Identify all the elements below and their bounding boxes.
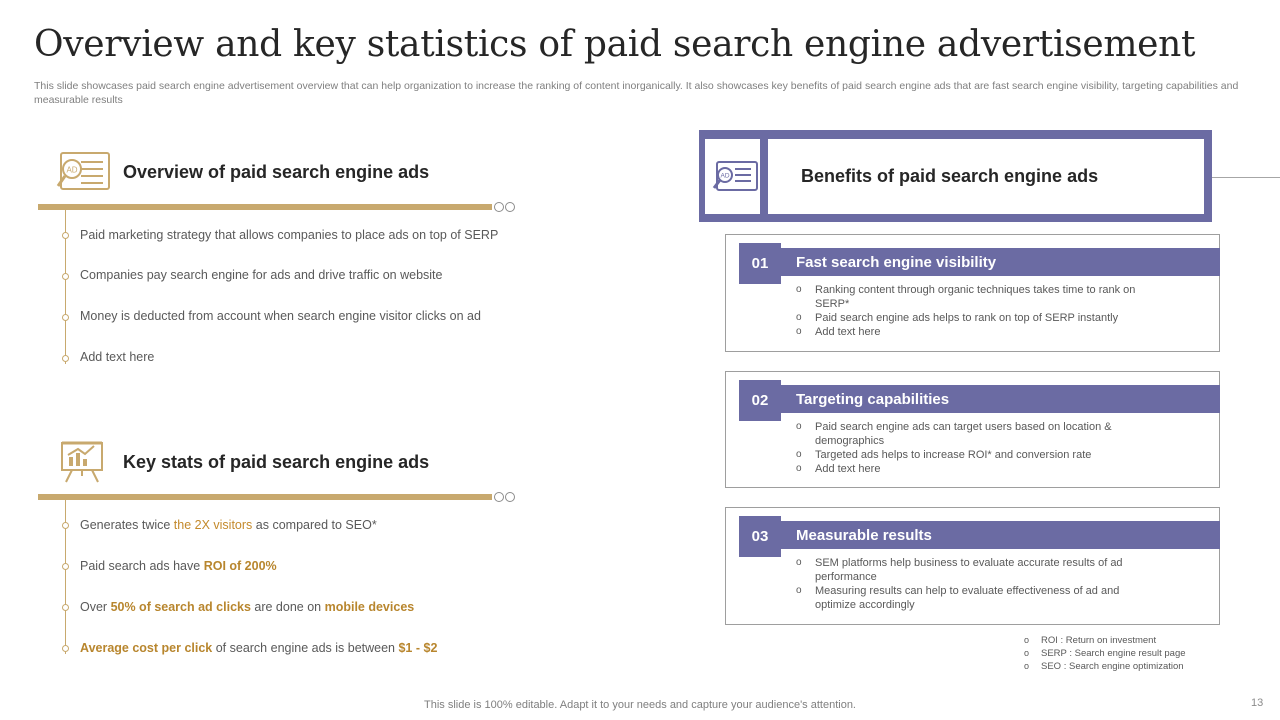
stats-item: Average cost per click of search engine ads is between $1 - $2 — [80, 641, 438, 655]
card-bullet: o Add text here — [796, 462, 1156, 476]
timeline-dot — [62, 314, 69, 321]
svg-text:AD: AD — [720, 172, 730, 180]
overview-divider — [38, 204, 492, 210]
stats-heading: Key stats of paid search engine ads — [123, 452, 430, 472]
ad-search-icon — [705, 139, 760, 214]
benefits-connector-line — [1212, 177, 1280, 178]
overview-item: Companies pay search engine for ads and drive traffic on website — [80, 268, 443, 282]
ad-document-icon — [55, 152, 111, 197]
card-bullet: o Paid search engine ads helps to rank on top of SERP instantly — [796, 311, 1156, 325]
card-title-band — [781, 521, 1220, 549]
overview-item: Paid marketing strategy that allows companies to place ads on top of SERP — [80, 228, 499, 242]
card-title-band — [781, 248, 1220, 276]
timeline-dot — [62, 522, 69, 529]
card-bullets — [796, 283, 1156, 339]
stats-divider — [38, 494, 492, 500]
timeline-dot — [62, 232, 69, 239]
card-title: Fast search engine visibility — [796, 254, 997, 271]
stats-item: Generates twice the 2X visitors as compared to SEO* — [80, 518, 377, 532]
benefits-icon-box — [705, 139, 760, 214]
overview-item: Add text here — [80, 350, 155, 364]
abbreviation-item: o SERP : Search engine result page — [1024, 647, 1186, 660]
card-number: 01 — [739, 243, 781, 284]
footer-note: This slide is 100% editable. Adapt it to your needs and capture your audience's attention. — [424, 699, 856, 711]
page-number: 13 — [1251, 697, 1264, 709]
slide-subtitle: This slide showcases paid search engine advertisement overview that can help organization to increase the ranking of content inorganically. It also showcases key benefits of paid search engine ads that are fast search engine visibility, targeting capabilities and measurable results — [34, 80, 1239, 106]
card-bullet: o Ranking content through organic techniques takes time to rank on SERP* — [796, 283, 1156, 311]
benefits-title-box — [768, 139, 1204, 214]
stats-item: Paid search ads have ROI of 200% — [80, 559, 277, 573]
card-number: 02 — [739, 380, 781, 421]
card-bullets — [796, 420, 1156, 476]
benefit-card — [725, 507, 1220, 625]
benefits-header — [699, 130, 1212, 222]
overview-divider-dots — [494, 202, 515, 212]
overview-heading: Overview of paid search engine ads — [123, 162, 430, 182]
card-number: 03 — [739, 516, 781, 557]
abbreviation-item: o ROI : Return on investment — [1024, 634, 1186, 647]
card-title: Measurable results — [796, 527, 932, 544]
timeline-dot — [62, 604, 69, 611]
abbreviation-list — [1024, 634, 1186, 673]
card-bullets — [796, 556, 1156, 612]
card-bullet: o Measuring results can help to evaluate effectiveness of ad and optimize accordingly — [796, 584, 1156, 612]
timeline-dot — [62, 355, 69, 362]
abbreviation-item: o SEO : Search engine optimization — [1024, 660, 1186, 673]
overview-item: Money is deducted from account when search engine visitor clicks on ad — [80, 309, 481, 323]
svg-text:AD: AD — [66, 165, 78, 175]
benefit-card — [725, 234, 1220, 352]
card-title: Targeting capabilities — [796, 391, 950, 408]
stats-item: Over 50% of search ad clicks are done on mobile devices — [80, 600, 415, 614]
stats-divider-dots — [494, 492, 515, 502]
card-bullet: o Paid search engine ads can target users based on location & demographics — [796, 420, 1156, 448]
card-title-band — [781, 385, 1220, 413]
slide-title: Overview and key statistics of paid search engine advertisement — [34, 24, 1196, 65]
benefit-card — [725, 371, 1220, 488]
timeline-dot — [62, 563, 69, 570]
card-bullet: o Add text here — [796, 325, 1156, 339]
card-bullet: o Targeted ads helps to increase ROI* and conversion rate — [796, 448, 1156, 462]
presentation-chart-icon — [60, 440, 104, 489]
timeline-dot — [62, 645, 69, 652]
card-bullet: o SEM platforms help business to evaluate accurate results of ad performance — [796, 556, 1156, 584]
benefits-heading: Benefits of paid search engine ads — [801, 166, 1099, 186]
timeline-dot — [62, 273, 69, 280]
